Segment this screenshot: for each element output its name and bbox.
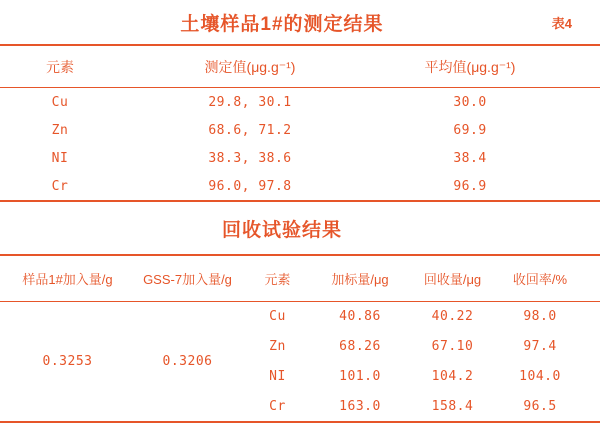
table1-header-row (0, 46, 600, 88)
table2-header-gss7-added: GSS-7加入量/g (143, 272, 232, 287)
table2-element-rows (240, 302, 600, 421)
measured-cell: 29.8, 30.1 (208, 94, 292, 110)
recovered-cell: 158.4 (431, 398, 474, 414)
spiked-cell: 163.0 (339, 398, 381, 414)
table1-title: 土壤样品1#的测定结果 (180, 13, 384, 35)
measured-cell: 96.0, 97.8 (208, 178, 292, 194)
table1-title-bar (0, 0, 600, 46)
table-row (240, 362, 580, 392)
element-cell: Cu (269, 309, 286, 325)
table-row (240, 332, 580, 362)
average-cell: 96.9 (453, 178, 487, 194)
table2-header-recovery-rate: 收回率/% (512, 272, 568, 287)
spiked-cell: 68.26 (339, 339, 381, 355)
table-number-label: 表4 (551, 16, 572, 31)
table1-header-measured: 测定值(μg.g⁻¹) (204, 58, 296, 75)
element-cell: Cr (269, 398, 286, 414)
element-cell: Zn (269, 339, 286, 355)
recovered-cell: 104.2 (431, 368, 474, 384)
recovery-rate-cell: 96.5 (523, 398, 557, 414)
table2-title-bar (0, 202, 600, 256)
recovery-rate-cell: 97.4 (523, 339, 557, 355)
table2-title: 回收试验结果 (221, 219, 342, 241)
average-cell: 69.9 (453, 122, 487, 138)
sample-added-cell: 0.3253 (42, 354, 93, 369)
average-cell: 38.4 (453, 150, 487, 166)
element-cell: NI (269, 368, 286, 384)
table1-header-element: 元素 (46, 58, 74, 75)
recovered-cell: 40.22 (431, 309, 474, 325)
table-row (240, 302, 580, 332)
table1-header-average: 平均值(μg.g⁻¹) (424, 58, 516, 75)
measured-cell: 38.3, 38.6 (208, 150, 292, 166)
table-row (0, 144, 600, 172)
recovered-cell: 67.10 (431, 339, 474, 355)
element-cell: NI (51, 150, 69, 166)
table-row (0, 172, 600, 200)
table2-header-spiked: 加标量/μg (331, 272, 389, 287)
table-row (0, 88, 600, 116)
average-cell: 30.0 (453, 94, 487, 110)
spiked-cell: 101.0 (339, 368, 381, 384)
table2-body (0, 302, 600, 423)
bottom-margin (0, 423, 600, 431)
table2-header-row (0, 256, 600, 302)
element-cell: Cr (51, 178, 69, 194)
measured-cell: 68.6, 71.2 (208, 122, 292, 138)
element-cell: Cu (51, 94, 69, 110)
table-row (240, 391, 580, 421)
table2-header-element: 元素 (264, 272, 291, 287)
spiked-cell: 40.86 (339, 309, 381, 325)
table2-header-recovered: 回收量/μg (423, 272, 482, 287)
recovery-rate-cell: 104.0 (519, 368, 561, 384)
gss7-added-cell: 0.3206 (162, 354, 213, 369)
recovery-rate-cell: 98.0 (523, 309, 557, 325)
table2-header-sample-added: 样品1#加入量/g (22, 272, 113, 287)
element-cell: Zn (51, 122, 69, 138)
table-row (0, 116, 600, 144)
table1-body (0, 88, 600, 202)
